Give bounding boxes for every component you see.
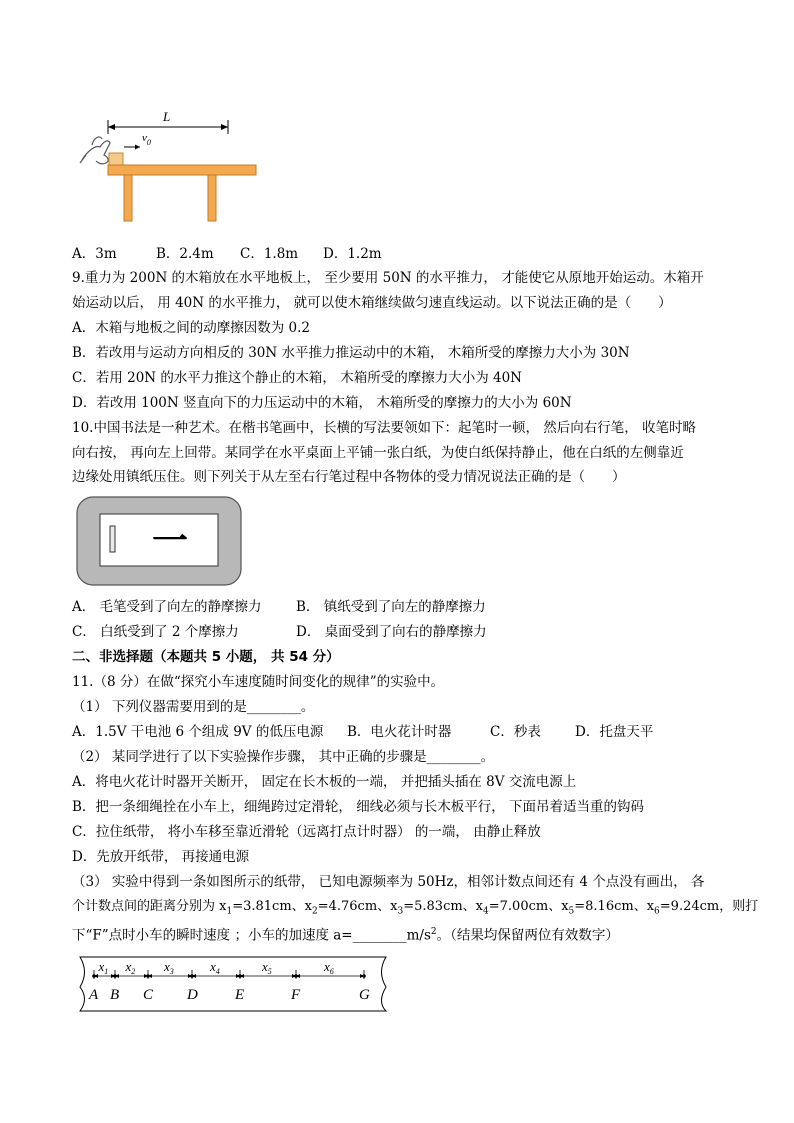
section2-title: 二、非选择题（本题共 5 小题， 共 54 分） (72, 649, 340, 665)
q8-option-a: A．3m (72, 246, 117, 262)
q11-part1: （1） 下列仪器需要用到的是________。 (72, 699, 315, 715)
label-v: v (142, 132, 147, 144)
q11-stem: 11.（8 分）在做“探究小车速度随时间变化的规律”的实验中。 (72, 674, 445, 690)
q10-option-a: A． 毛笔受到了向左的静摩擦力 (72, 599, 262, 615)
q11-p1-option-a: A．1.5V 干电池 6 个组成 9V 的低压电源 (72, 724, 324, 740)
tape-point-dot (190, 974, 194, 978)
svg-text:v0: $v_0$ (142, 132, 151, 147)
tape-segment-label: $x_6$ (324, 959, 334, 976)
q9-option-a: A．木箱与地板之间的动摩擦因数为 0.2 (72, 320, 311, 336)
q11-part3-line2: 个计数点间的距离分别为 $x_1=3.81cm$、$x_2=4.76cm$、$x_3=5.83cm$、$x_4=7.00cm$、$x_5=8.16cm$、$x_6=9.24cm$，则打 (72, 899, 759, 917)
q10-stem-line1: 10.中国书法是一种艺术。在楷书笔画中，长横的写法要领如下：起笔时一顿， 然后向右行笔， 收笔时略 (72, 420, 697, 436)
q11-part2: （2） 某同学进行了以下实验操作步骤， 其中正确的步骤是________。 (72, 749, 495, 765)
tape-point-label: D (187, 987, 198, 1003)
calligraphy-figure (76, 496, 242, 586)
q11-p2-option-c: C．拉住纸带， 将小车移至靠近滑轮（远离打点计时器） 的一端， 由静止释放 (72, 824, 541, 840)
tape-segment-label: $x_2$ (125, 959, 136, 976)
q10-option-d: D． 桌面受到了向右的静摩擦力 (296, 624, 487, 640)
tape-segment-label: $x_5$ (262, 959, 272, 976)
tape-point-label: F (291, 987, 301, 1003)
q11-p1-option-b: B．电火花计时器 (347, 724, 452, 740)
tape-point-label: A (89, 987, 99, 1003)
tape-point-label: G (359, 987, 370, 1003)
tape-point-dot (146, 974, 150, 978)
tape-point-label: C (143, 987, 154, 1003)
tape-point-dot (113, 974, 117, 978)
q9-stem-line2: 始运动以后， 用 40N 的水平推力， 就可以使木箱继续做匀速直线运动。以下说法正确的是（ ） (72, 295, 672, 311)
q11-part3-line1: （3） 实验中得到一条如图所示的纸带， 已知电源频率为 50Hz，相邻计数点间还有 4 个点没有画出， 各 (72, 874, 705, 890)
label-L: L (163, 109, 171, 124)
q11-part3-line3: 下“F”点时小车的瞬时速度 ；小车的加速度 $a=\_\_\_\_\_\_\_\_m/s^2$。（结果均保留两位有效数字） (72, 927, 619, 944)
tape-point-label: E (235, 987, 245, 1003)
q8-option-d: D．1.2m (323, 246, 382, 262)
q9-stem-line1: 9.重力为 200N 的木箱放在水平地板上， 至少要用 50N 的水平推力， 才能使它从原地开始运动。木箱开 (72, 270, 704, 286)
q11-p1-option-d: D．托盘天平 (575, 724, 654, 740)
tape-point-label: B (110, 987, 120, 1003)
tape-point-dot (92, 974, 96, 978)
tape-segment-label: $x_1$ (98, 959, 109, 976)
q9-option-d: D．若改用 100N 竖直向下的力压运动中的木箱， 木箱所受的摩擦力的大小为 60N (72, 395, 572, 411)
q10-stem-line3: 边缘处用镇纸压住。则下列关于从左至右行笔过程中各物体的受力情况说法正确的是（ ） (72, 469, 626, 485)
q11-p2-option-b: B．把一条细绳拴在小车上，细绳跨过定滑轮， 细线必须与长木板平行， 下面吊着适当重的钩码 (72, 799, 645, 815)
q11-p2-option-d: D．先放开纸带， 再接通电源 (72, 849, 250, 865)
brush-stroke-char: 一 (152, 520, 189, 562)
table-figure (78, 105, 258, 230)
q10-stem-line2: 向右按， 再向左上回带。某同学在水平桌面上平铺一张白纸，为使白纸保持静止，他在白纸的左侧靠近 (72, 445, 684, 461)
q8-option-c: C．1.8m (240, 246, 299, 262)
q9-option-c: C．若用 20N 的水平力推这个静止的木箱， 木箱所受的摩擦力大小为 40N (72, 370, 522, 386)
tape-segment-label: $x_4$ (210, 959, 220, 976)
tape-segment-label: $x_3$ (164, 959, 174, 976)
q11-p1-option-c: C．秒表 (490, 724, 541, 740)
q10-option-c: C． 白纸受到了 2 个摩擦力 (72, 624, 239, 640)
q9-option-b: B．若改用与运动方向相反的 30N 水平推力推运动中的木箱， 木箱所受的摩擦力大小为 30N (72, 345, 630, 361)
paperweight (110, 526, 115, 552)
q8-option-b: B．2.4m (156, 246, 214, 262)
tape-point-dot (238, 974, 242, 978)
tape-point-dot (362, 974, 366, 978)
q10-option-b: B． 镇纸受到了向左的静摩擦力 (296, 599, 486, 615)
q11-p2-option-a: A．将电火花计时器开关断开， 固定在长木板的一端， 并把插头插在 8V 交流电源上 (72, 774, 577, 790)
tape-point-dot (294, 974, 298, 978)
paper-tape-figure (74, 953, 390, 1015)
